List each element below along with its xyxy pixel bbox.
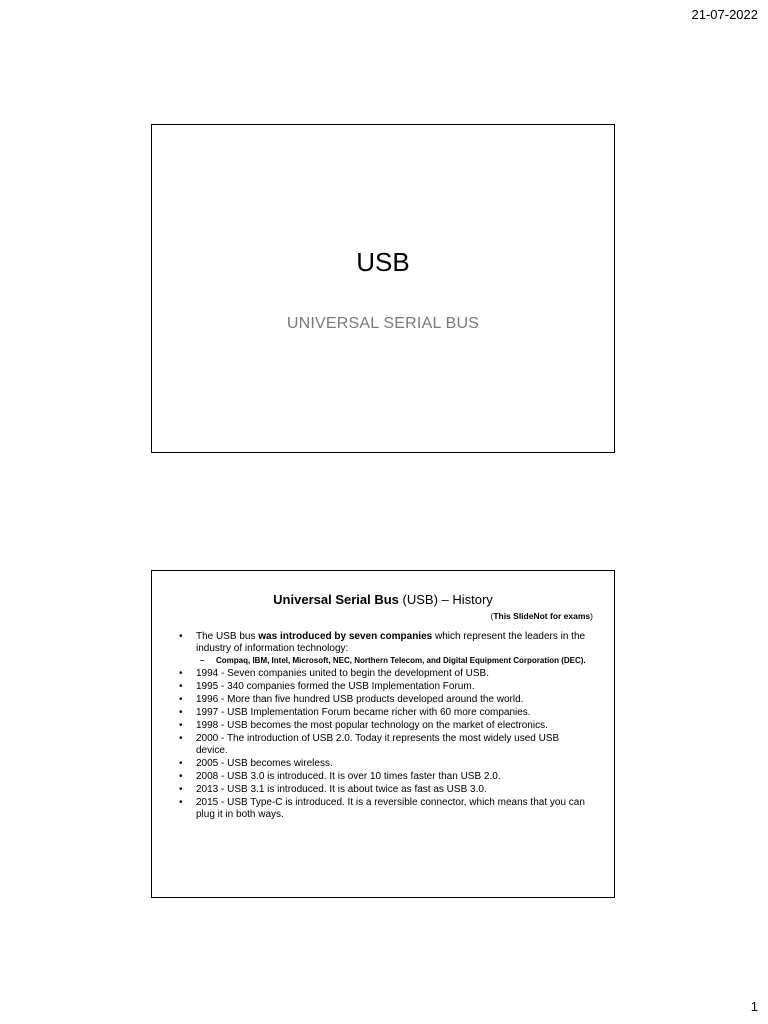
note-text: This SlideNot for exams	[493, 611, 591, 621]
note-open: (	[490, 611, 494, 621]
slide-heading	[152, 592, 614, 607]
heading-bold-part: Universal Serial Bus	[273, 592, 399, 607]
list-item: • 2000 - The introduction of USB 2.0. Today it represents the most widely used USB device.	[176, 733, 592, 757]
note-close: )	[590, 611, 593, 621]
heading-rest: (USB) – History	[398, 592, 493, 607]
history-list	[176, 631, 592, 822]
print-date: 21-07-2022	[691, 7, 758, 22]
list-item: • 2015 - USB Type-C is introduced. It is a reversible connector, which means that you can plug it in both ways.	[176, 797, 592, 821]
list-item: • 1997 - USB Implementation Forum became richer with 60 more companies.	[176, 707, 592, 719]
company-sublist	[196, 656, 592, 666]
list-item: • 1998 - USB becomes the most popular technology on the market of electronics.	[176, 720, 592, 732]
list-item: • 2005 - USB becomes wireless.	[176, 758, 592, 770]
intro-pre: The USB bus	[196, 631, 259, 642]
list-item: • 1994 - Seven companies united to begin the development of USB.	[176, 668, 592, 680]
company-list-item: – Compaq, IBM, Intel, Microsoft, NEC, Northern Telecom, and Digital Equipment Corporation (DEC).	[196, 656, 592, 666]
intro-post: which represent the leaders in the industry of information technology:	[196, 631, 586, 654]
slide-usb-history	[151, 570, 615, 898]
list-item: • 1996 - More than five hundred USB products developed around the world.	[176, 694, 592, 706]
intro-bold: was introduced by seven companies	[258, 631, 433, 642]
list-item-intro	[176, 631, 592, 666]
page-number: 1	[750, 999, 758, 1014]
list-item: • 2013 - USB 3.1 is introduced. It is about twice as fast as USB 3.0.	[176, 784, 592, 796]
slide-subtitle: UNIVERSAL SERIAL BUS	[286, 315, 480, 332]
list-item: • 1995 - 340 companies formed the USB Implementation Forum.	[176, 681, 592, 693]
slide-title-card	[151, 124, 615, 453]
list-item: • 2008 - USB 3.0 is introduced. It is over 10 times faster than USB 2.0.	[176, 771, 592, 783]
exam-note	[490, 611, 593, 621]
slide-title: USB	[356, 247, 410, 277]
